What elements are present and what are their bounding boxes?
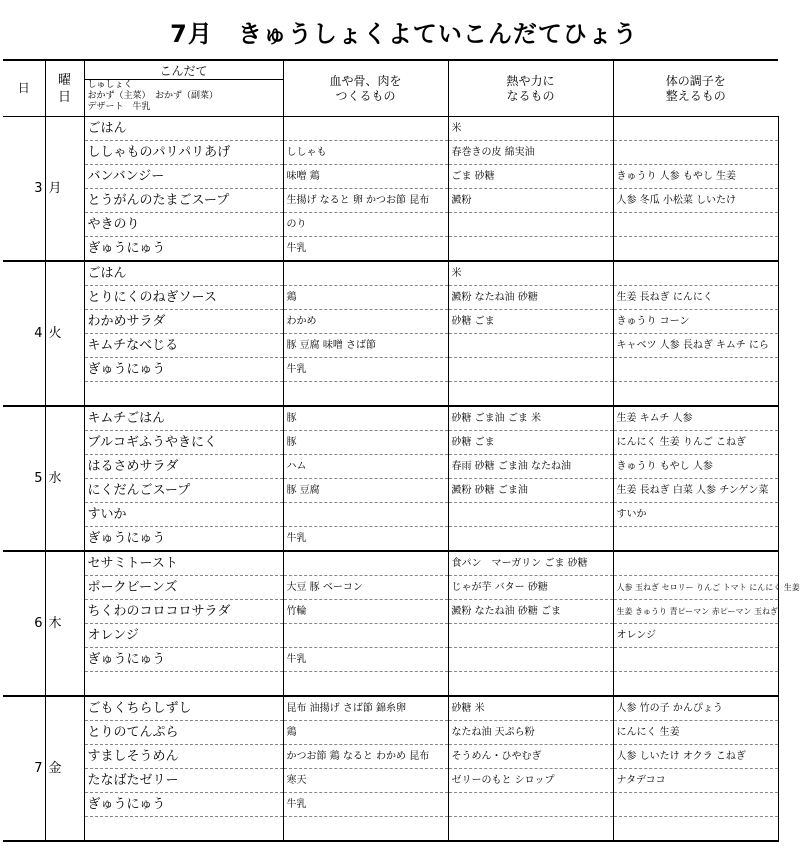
table-row: [3, 286, 778, 310]
table-row: [3, 793, 778, 817]
header-row: [3, 60, 778, 117]
header-cat2: 熱や力に なるもの: [448, 60, 613, 117]
table-row: [3, 431, 778, 455]
cat2-ingredients: 春雨 砂糖 ごま油 なたね油: [448, 455, 613, 479]
cat1-ingredients: 鶏: [283, 721, 448, 745]
cat3-ingredients: [613, 793, 778, 817]
cat2-ingredients: 米: [448, 261, 613, 286]
cat2-ingredients: 砂糖 ごま: [448, 310, 613, 334]
dish-name: [84, 672, 283, 697]
cat3-ingredients: [613, 382, 778, 407]
table-row: [3, 358, 778, 382]
cat1-ingredients: 大豆 豚 ベーコン: [283, 576, 448, 600]
dish-name: ぎゅうにゅう: [84, 358, 283, 382]
cat2-ingredients: [448, 817, 613, 842]
cat3-ingredients: [613, 213, 778, 237]
cat2-ingredients: [448, 213, 613, 237]
cat3-ingredients: [613, 237, 778, 262]
dish-name: ぎゅうにゅう: [84, 527, 283, 552]
cat1-ingredients: 牛乳: [283, 793, 448, 817]
cat1-ingredients: 豚 豆腐 味噌 さば節: [283, 334, 448, 358]
cat3-ingredients: [613, 117, 778, 141]
dish-name: バンバンジー: [84, 165, 283, 189]
cat2-ingredients: [448, 382, 613, 407]
cat2-ingredients: [448, 237, 613, 262]
day-date: 4: [3, 261, 45, 406]
table-row: [3, 237, 778, 262]
header-kondate-sub1: しゅしょく: [87, 80, 133, 90]
table-row: [3, 165, 778, 189]
dish-name: [84, 817, 283, 842]
dish-name: キムチなべじる: [84, 334, 283, 358]
table-row: [3, 672, 778, 697]
table-row: [3, 817, 778, 842]
table-row: [3, 624, 778, 648]
table-row: [3, 551, 778, 576]
page-title: 7月 きゅうしょくよていこんだてひょう: [170, 20, 638, 48]
cat3-ingredients: 生姜 長ねぎ 白菜 人参 チンゲン菜: [613, 479, 778, 503]
day-weekday: 火: [45, 261, 84, 406]
cat2-ingredients: [448, 527, 613, 552]
cat2-ingredients: 砂糖 ごま油 ごま 米: [448, 406, 613, 431]
dish-name: にくだんごスープ: [84, 479, 283, 503]
dish-name: すましそうめん: [84, 745, 283, 769]
dish-name: やきのり: [84, 213, 283, 237]
cat2-ingredients: [448, 334, 613, 358]
cat1-ingredients: 昆布 油揚げ さば節 錦糸卵: [283, 696, 448, 721]
header-weekday: 曜日: [45, 60, 84, 117]
cat3-ingredients: 人参 しいたけ オクラ こねぎ: [613, 745, 778, 769]
dish-name: わかめサラダ: [84, 310, 283, 334]
dish-name: セサミトースト: [84, 551, 283, 576]
cat3-ingredients: きゅうり 人参 もやし 生姜: [613, 165, 778, 189]
day-date: 5: [3, 406, 45, 551]
cat3-ingredients: [613, 817, 778, 842]
dish-name: ぎゅうにゅう: [84, 648, 283, 672]
table-row: [3, 141, 778, 165]
cat3-ingredients: [613, 672, 778, 697]
cat2-ingredients: 澱粉: [448, 189, 613, 213]
dish-name: とりのてんぷら: [84, 721, 283, 745]
header-day: 日: [3, 60, 45, 117]
table-row: [3, 117, 778, 141]
cat1-ingredients: [283, 817, 448, 842]
menu-body: [3, 117, 800, 842]
cat2-ingredients: じゃが芋 バター 砂糖: [448, 576, 613, 600]
table-row: [3, 189, 778, 213]
cat3-ingredients: オレンジ: [613, 624, 778, 648]
cat1-ingredients: [283, 672, 448, 697]
cat3-ingredients: [613, 551, 778, 576]
cat1-ingredients: 寒天: [283, 769, 448, 793]
cat1-ingredients: ハム: [283, 455, 448, 479]
header-kondate: [84, 60, 283, 117]
cat3-ingredients: きゅうり もやし 人参: [613, 455, 778, 479]
cat1-ingredients: 牛乳: [283, 648, 448, 672]
cat3-ingredients: すいか: [613, 503, 778, 527]
dish-name: ごはん: [84, 261, 283, 286]
cat1-ingredients: 生揚げ なると 卵 かつお節 昆布: [283, 189, 448, 213]
cat3-ingredients: キャベツ 人参 長ねぎ キムチ にら: [613, 334, 778, 358]
cat2-ingredients: 米: [448, 117, 613, 141]
cat2-ingredients: 澱粉 砂糖 ごま油: [448, 479, 613, 503]
table-row: [3, 261, 778, 286]
cat2-ingredients: 砂糖 ごま: [448, 431, 613, 455]
header-kondate-sub2: おかず（主菜） おかず（副菜）: [87, 91, 219, 101]
dish-name: とりにくのねぎソース: [84, 286, 283, 310]
day-weekday: 水: [45, 406, 84, 551]
table-row: [3, 503, 778, 527]
cat3-ingredients: きゅうり コーン: [613, 310, 778, 334]
menu-table: [3, 59, 800, 842]
header-cat1: 血や骨、肉を つくるもの: [283, 60, 448, 117]
dish-name: たなばたゼリー: [84, 769, 283, 793]
cat1-ingredients: 牛乳: [283, 358, 448, 382]
cat3-ingredients: 人参 竹の子 かんぴょう: [613, 696, 778, 721]
dish-name: ししゃものパリパリあげ: [84, 141, 283, 165]
cat1-ingredients: のり: [283, 213, 448, 237]
dish-name: すいか: [84, 503, 283, 527]
cat3-ingredients: [613, 358, 778, 382]
cat2-ingredients: ゼリーのもと シロップ: [448, 769, 613, 793]
cat1-ingredients: 豚 豆腐: [283, 479, 448, 503]
table-row: [3, 479, 778, 503]
header-cat3: 体の調子を 整えるもの: [613, 60, 778, 117]
table-row: [3, 382, 778, 407]
dish-name: ぎゅうにゅう: [84, 237, 283, 262]
cat3-ingredients: [613, 261, 778, 286]
cat1-ingredients: 鶏: [283, 286, 448, 310]
cat1-ingredients: 牛乳: [283, 237, 448, 262]
table-row: [3, 455, 778, 479]
cat2-ingredients: 砂糖 米: [448, 696, 613, 721]
cat3-ingredients: [613, 141, 778, 165]
header-kondate-title: こんだて: [85, 64, 283, 80]
day-weekday: 金: [45, 696, 84, 841]
table-row: [3, 334, 778, 358]
cat2-ingredients: [448, 624, 613, 648]
day-date: 6: [3, 551, 45, 696]
cat1-ingredients: ししゃも: [283, 141, 448, 165]
table-row: [3, 576, 778, 600]
cat2-ingredients: 食パン マーガリン ごま 砂糖: [448, 551, 613, 576]
cat3-ingredients: 生姜 長ねぎ にんにく: [613, 286, 778, 310]
cat3-ingredients: 人参 冬瓜 小松菜 しいたけ: [613, 189, 778, 213]
cat1-ingredients: [283, 382, 448, 407]
dish-name: キムチごはん: [84, 406, 283, 431]
cat3-ingredients: 人参 玉ねぎ セロリー りんご トマト にんにく 生姜: [613, 576, 778, 600]
cat2-ingredients: [448, 648, 613, 672]
day-date: 3: [3, 117, 45, 262]
cat1-ingredients: かつお節 鶏 なると わかめ 昆布: [283, 745, 448, 769]
dish-name: ポークビーンズ: [84, 576, 283, 600]
cat3-ingredients: 生姜 きゅうり 青ピーマン 赤ピーマン 玉ねぎ: [613, 600, 778, 624]
table-row: [3, 527, 778, 552]
cat2-ingredients: そうめん・ひやむぎ: [448, 745, 613, 769]
dish-name: とうがんのたまごスープ: [84, 189, 283, 213]
cat2-ingredients: なたね油 天ぷら粉: [448, 721, 613, 745]
table-row: [3, 648, 778, 672]
cat1-ingredients: 豚: [283, 431, 448, 455]
cat3-ingredients: ナタデココ: [613, 769, 778, 793]
table-row: [3, 310, 778, 334]
cat2-ingredients: ごま 砂糖: [448, 165, 613, 189]
cat2-ingredients: 澱粉 なたね油 砂糖 ごま: [448, 600, 613, 624]
cat1-ingredients: [283, 503, 448, 527]
day-date: 7: [3, 696, 45, 841]
cat3-ingredients: [613, 648, 778, 672]
table-row: [3, 213, 778, 237]
cat2-ingredients: [448, 672, 613, 697]
cat3-ingredients: にんにく 生姜: [613, 721, 778, 745]
cat1-ingredients: [283, 261, 448, 286]
cat2-ingredients: 春巻きの皮 綿実油: [448, 141, 613, 165]
cat3-ingredients: 生姜 キムチ 人参: [613, 406, 778, 431]
table-row: [3, 696, 778, 721]
day-weekday: 月: [45, 117, 84, 262]
table-row: [3, 745, 778, 769]
day-weekday: 木: [45, 551, 84, 696]
dish-name: オレンジ: [84, 624, 283, 648]
cat1-ingredients: [283, 551, 448, 576]
cat1-ingredients: [283, 117, 448, 141]
dish-name: [84, 382, 283, 407]
table-row: [3, 721, 778, 745]
cat1-ingredients: わかめ: [283, 310, 448, 334]
table-row: [3, 769, 778, 793]
cat3-ingredients: にんにく 生姜 りんご こねぎ: [613, 431, 778, 455]
dish-name: ぎゅうにゅう: [84, 793, 283, 817]
table-row: [3, 406, 778, 431]
table-row: [3, 600, 778, 624]
dish-name: ちくわのコロコロサラダ: [84, 600, 283, 624]
cat1-ingredients: 竹輪: [283, 600, 448, 624]
dish-name: ごもくちらしずし: [84, 696, 283, 721]
cat1-ingredients: 牛乳: [283, 527, 448, 552]
cat2-ingredients: [448, 503, 613, 527]
dish-name: ごはん: [84, 117, 283, 141]
cat2-ingredients: [448, 358, 613, 382]
dish-name: はるさめサラダ: [84, 455, 283, 479]
cat1-ingredients: 味噌 鶏: [283, 165, 448, 189]
cat1-ingredients: 豚: [283, 406, 448, 431]
dish-name: ブルコギふうやきにく: [84, 431, 283, 455]
cat3-ingredients: [613, 527, 778, 552]
cat2-ingredients: 澱粉 なたね油 砂糖: [448, 286, 613, 310]
cat1-ingredients: [283, 624, 448, 648]
cat2-ingredients: [448, 793, 613, 817]
header-kondate-sub3: デザート 牛乳: [87, 102, 151, 112]
